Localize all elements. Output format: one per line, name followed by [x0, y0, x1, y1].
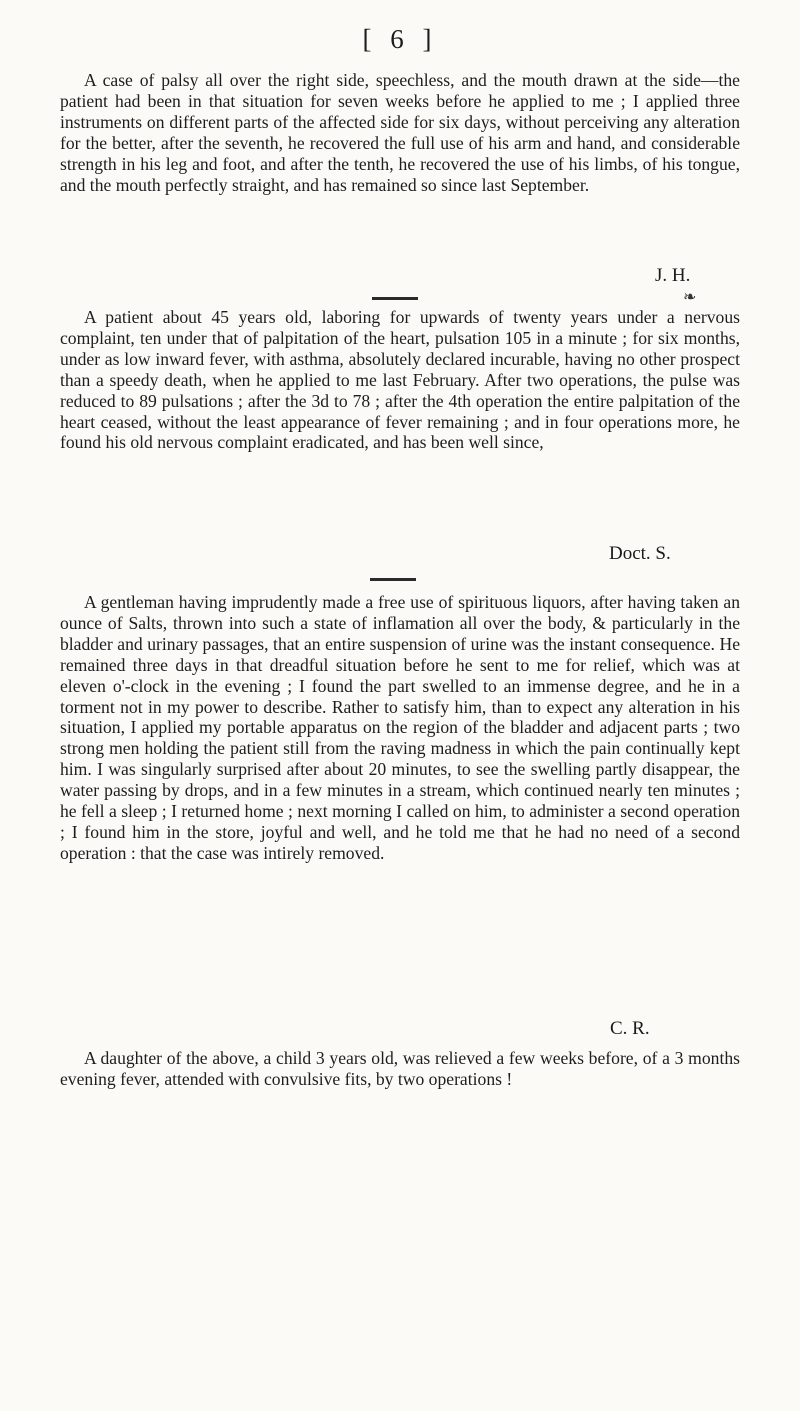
page-number: [ 6 ] — [362, 24, 438, 54]
case-signature-cr: C. R. — [610, 1018, 650, 1039]
case-text: A gentleman having imprudently made a free use of spirituous liquors, after having taken an ounce of Salts, thrown into such a state of inflamation all over the body, & particularly in the bladder and urinary passages, that an entire suspension of urine was the instant consequence. He remained three days in that dreadful situation before he sent to me for relief, which was at eleven o'-clock in the evening ; I found the part swelled to an immense degree, and he in a torment not in my power to describe. Rather to satisfy him, than to expect any alteration in his situation, I applied my portable apparatus on the region of the bladder and adjacent parts ; two strong men holding the patient still from the raving madness in which the pain continually kept him. I was singularly surprised after about 20 minutes, to see the swelling partly disappear, the water passing by drops, and in a few minutes in a stream, which continued nearly ten minutes ; he fell a sleep ; I returned home ; next morning I called on him, to administer a second operation ; I found him in the store, joyful and well, and he told me that he had no need of a second operation : that the case was intirely removed. — [60, 592, 740, 863]
case-text: A daughter of the above, a child 3 years old, was relieved a few weeks before, of a 3 months evening fever, attended with convulsive fits, by two operations ! — [60, 1048, 740, 1089]
ink-mark: ❧ — [683, 289, 697, 306]
case-signature-jh: J. H. — [655, 265, 691, 286]
case-text: A patient about 45 years old, laboring for upwards of twenty years under a nervous complaint, ten under that of palpitation of the heart, pulsation 105 in a minute ; for six months, under as low inward fever, with asthma, absolutely declared incurable, having no other prospect than a speedy death, when he applied to me last February. After two operations, the pulse was reduced to 89 pulsations ; after the 3d to 78 ; after the 4th operation the entire palpitation of the heart ceased, without the least appearance of fever remaining ; and in four operations more, he found his old nervous complaint eradicated, and has been well since, — [60, 307, 740, 453]
case-paragraph-daughter — [60, 1048, 740, 1090]
section-divider — [370, 578, 416, 581]
case-paragraph-palsy — [60, 70, 740, 195]
section-divider — [372, 297, 418, 300]
case-text: A case of palsy all over the right side, speechless, and the mouth drawn at the side—the patient had been in that situation for seven weeks before he applied to me ; I applied three instruments on different parts of the affected side for six days, without perceiving any alteration for the better, after the seventh, he recovered the full use of his arm and hand, and considerable strength in his leg and foot, and after the tenth, he recovered the use of his limbs, of his tongue, and the mouth perfectly straight, and has remained so since last September. — [60, 70, 740, 195]
case-paragraph-palpitation — [60, 307, 740, 453]
case-paragraph-bladder — [60, 592, 740, 864]
case-signature-doct-s: Doct. S. — [609, 543, 671, 564]
